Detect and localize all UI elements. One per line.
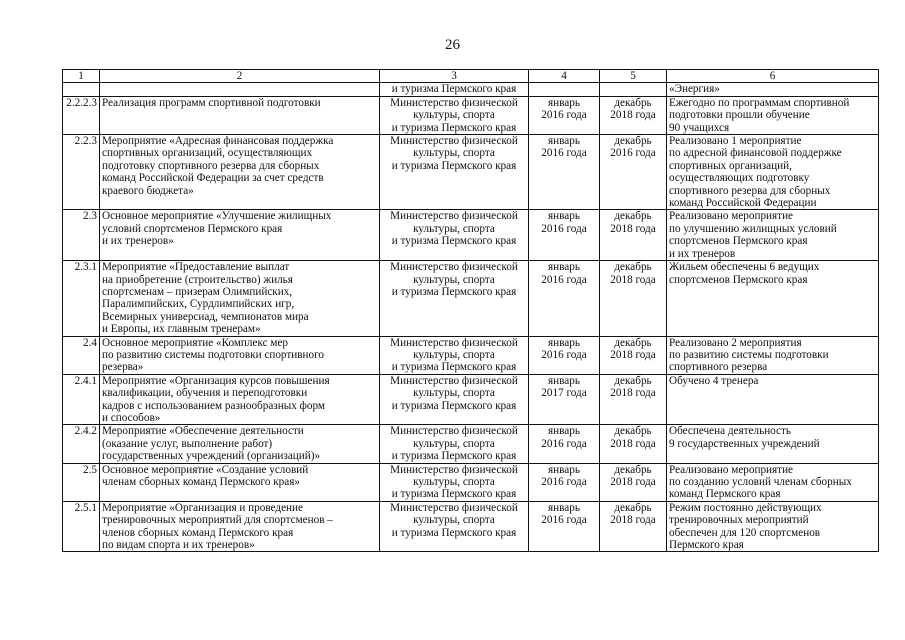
result-line: Режим постоянно действующих: [669, 501, 822, 514]
table-row: [63, 135, 879, 210]
start-date-line: январь: [548, 501, 580, 514]
result-line: Жильем обеспечены 6 ведущих: [669, 261, 820, 274]
end-date-line: декабрь: [614, 210, 652, 223]
row-number-cell: 2.4.2: [63, 425, 100, 463]
measure-name-line: по видам спорта и их тренеров»: [102, 539, 255, 552]
start-date-line: 2016 года: [541, 273, 587, 286]
row-number-cell: 2.2.2.3: [63, 96, 100, 134]
executor-line: и туризма Пермского края: [391, 399, 517, 412]
measure-name-cell: [100, 425, 380, 463]
measure-name-line: Основное мероприятие «Улучшение жилищных: [102, 210, 332, 223]
measure-name-line: условий спортсменов Пермского края: [102, 222, 283, 235]
executor-line: и туризма Пермского края: [391, 488, 517, 501]
end-date-cell: [600, 425, 667, 463]
end-date-line: 2016 года: [610, 147, 656, 160]
executor-line: культуры, спорта: [413, 387, 495, 400]
end-date-line: декабрь: [614, 261, 652, 274]
end-date-line: декабрь: [614, 501, 652, 514]
table-body: [63, 70, 879, 552]
measure-name-line: государственных учреждений (организаций)»: [102, 450, 321, 463]
start-date-line: 2016 года: [541, 348, 587, 361]
executor-line: и туризма Пермского края: [391, 235, 517, 248]
start-date-line: январь: [548, 463, 580, 476]
table-row: [63, 501, 879, 552]
measure-name-line: команд Российской Федерации за счет средств: [102, 172, 324, 185]
result-line: Ежегодно по программам спортивной: [669, 96, 850, 109]
executor-cell: [380, 374, 529, 425]
measure-name-line: (оказание услуг, выполнение работ): [102, 437, 273, 450]
measure-name-line: по развитию системы подготовки спортивного: [102, 348, 325, 361]
header-col-3: 3: [380, 70, 529, 83]
start-date-cell: [529, 374, 600, 425]
executor-line: и туризма Пермского края: [391, 159, 517, 172]
end-date-cell: [600, 83, 667, 96]
measure-name-cell: [100, 83, 380, 96]
start-date-cell: [529, 96, 600, 134]
executor-line: культуры, спорта: [413, 273, 495, 286]
start-date-line: 2016 года: [541, 222, 587, 235]
executor-line: Министерство физической: [390, 425, 518, 438]
table-row: [63, 374, 879, 425]
start-date-cell: [529, 425, 600, 463]
result-line: 9 государственных учреждений: [669, 437, 820, 450]
row-number-cell: 2.2.3: [63, 135, 100, 210]
result-line: спортсменов Пермского края: [669, 235, 808, 248]
executor-line: Министерство физической: [390, 374, 518, 387]
result-line: по развитию системы подготовки: [669, 348, 829, 361]
result-line: Реализовано 2 мероприятия: [669, 336, 802, 349]
table-row: [63, 463, 879, 501]
result-line: Реализовано 1 мероприятие: [669, 135, 802, 148]
table-row: [63, 336, 879, 374]
result-cell: [667, 501, 879, 552]
result-cell: [667, 135, 879, 210]
result-cell: [667, 374, 879, 425]
end-date-line: 2018 года: [610, 222, 656, 235]
end-date-line: 2018 года: [610, 387, 656, 400]
end-date-cell: [600, 96, 667, 134]
start-date-line: 2017 года: [541, 387, 587, 400]
executor-cell: [380, 261, 529, 336]
executor-line: Министерство физической: [390, 210, 518, 223]
table-row: [63, 210, 879, 261]
measure-name-line: на приобретение (строительство) жилья: [102, 273, 293, 286]
result-line: Обеспечена деятельность: [669, 425, 792, 438]
measure-name-cell: [100, 501, 380, 552]
row-number-cell: [63, 83, 100, 96]
row-number-cell: 2.4.1: [63, 374, 100, 425]
table-row: [63, 83, 879, 96]
measure-name-line: Паралимпийских, Сурдлимпийских игр,: [102, 298, 295, 311]
end-date-cell: [600, 261, 667, 336]
end-date-line: декабрь: [614, 425, 652, 438]
measure-name-line: Реализация программ спортивной подготовки: [102, 96, 321, 109]
result-line: команд Пермского края: [669, 488, 781, 501]
measure-name-line: краевого бюджета»: [102, 184, 194, 197]
executor-line: культуры, спорта: [413, 109, 495, 122]
executor-cell: [380, 425, 529, 463]
measure-name-cell: [100, 463, 380, 501]
executor-line: Министерство физической: [390, 96, 518, 109]
end-date-line: 2018 года: [610, 273, 656, 286]
measure-name-line: членам сборных команд Пермского края»: [102, 476, 300, 488]
start-date-line: 2016 года: [541, 147, 587, 160]
row-number-cell: 2.5: [63, 463, 100, 501]
table-row: [63, 261, 879, 336]
row-number-cell: 2.3.1: [63, 261, 100, 336]
result-cell: [667, 336, 879, 374]
start-date-line: январь: [548, 96, 580, 109]
start-date-line: январь: [548, 210, 580, 223]
start-date-cell: [529, 336, 600, 374]
start-date-line: 2016 года: [541, 514, 587, 527]
measure-name-line: подготовку спортивного резерва для сборных: [102, 159, 320, 172]
row-number-cell: 2.5.1: [63, 501, 100, 552]
table-header-row: [63, 70, 879, 83]
result-line: 90 учащихся: [669, 121, 730, 134]
executor-cell: [380, 135, 529, 210]
executor-line: культуры, спорта: [413, 147, 495, 160]
measure-name-line: и Европы, их главным тренерам»: [102, 323, 261, 336]
measures-table: [62, 69, 879, 552]
measure-name-line: тренировочных мероприятий для спортсменов –: [102, 514, 333, 527]
measure-name-cell: [100, 135, 380, 210]
end-date-cell: [600, 336, 667, 374]
start-date-line: январь: [548, 374, 580, 387]
measure-name-cell: [100, 374, 380, 425]
measure-name-line: Основное мероприятие «Комплекс мер: [102, 336, 289, 349]
end-date-line: 2018 года: [610, 348, 656, 361]
start-date-line: январь: [548, 261, 580, 274]
measure-name-line: Мероприятие «Организация курсов повышения: [102, 374, 330, 387]
executor-line: культуры, спорта: [413, 222, 495, 235]
result-cell: [667, 463, 879, 501]
end-date-line: декабрь: [614, 96, 652, 109]
end-date-line: 2018 года: [610, 437, 656, 450]
executor-cell: [380, 501, 529, 552]
result-cell: [667, 96, 879, 134]
start-date-cell: [529, 135, 600, 210]
executor-line: и туризма Пермского края: [391, 285, 517, 298]
start-date-line: 2016 года: [541, 476, 587, 488]
executor-cell: [380, 210, 529, 261]
measure-name-cell: [100, 210, 380, 261]
start-date-cell: [529, 210, 600, 261]
result-line: подготовки прошли обучение: [669, 109, 810, 122]
executor-line: культуры, спорта: [413, 514, 495, 527]
executor-line: культуры, спорта: [413, 348, 495, 361]
result-line: «Энергия»: [669, 83, 720, 96]
end-date-line: декабрь: [614, 374, 652, 387]
table-row: [63, 425, 879, 463]
result-cell: [667, 261, 879, 336]
end-date-line: декабрь: [614, 135, 652, 148]
start-date-line: 2016 года: [541, 437, 587, 450]
start-date-cell: [529, 501, 600, 552]
measure-name-cell: [100, 261, 380, 336]
executor-line: и туризма Пермского края: [391, 526, 517, 539]
end-date-line: 2018 года: [610, 514, 656, 527]
executor-line: и туризма Пермского края: [391, 361, 517, 374]
result-line: Пермского края: [669, 539, 744, 552]
result-cell: [667, 425, 879, 463]
start-date-line: январь: [548, 135, 580, 148]
start-date-line: январь: [548, 425, 580, 438]
measure-name-cell: [100, 336, 380, 374]
result-line: тренировочных мероприятий: [669, 514, 809, 527]
end-date-cell: [600, 374, 667, 425]
result-line: Реализовано мероприятие: [669, 210, 794, 223]
end-date-line: декабрь: [614, 463, 652, 476]
row-number-cell: 2.3: [63, 210, 100, 261]
measure-name-line: Всемирных универсиад, чемпионатов мира: [102, 310, 309, 323]
measure-name-line: Мероприятие «Организация и проведение: [102, 501, 303, 514]
executor-line: Министерство физической: [390, 501, 518, 514]
measure-name-line: Мероприятие «Обеспечение деятельности: [102, 425, 304, 438]
result-line: Реализовано мероприятие: [669, 463, 794, 476]
result-line: по адресной финансовой поддержке: [669, 147, 842, 160]
result-line: обеспечен для 120 спортсменов: [669, 526, 821, 539]
start-date-line: январь: [548, 336, 580, 349]
measure-name-line: спортивных организаций, осуществляющих: [102, 147, 313, 160]
start-date-cell: [529, 261, 600, 336]
executor-cell: [380, 96, 529, 134]
result-line: спортивных организаций,: [669, 159, 792, 172]
executor-line: и туризма Пермского края: [391, 83, 517, 96]
header-col-4: 4: [529, 70, 600, 83]
result-line: спортивного резерва: [669, 361, 768, 374]
end-date-line: 2018 года: [610, 476, 656, 488]
end-date-cell: [600, 210, 667, 261]
end-date-line: декабрь: [614, 336, 652, 349]
measure-name-cell: [100, 96, 380, 134]
result-line: спортивного резерва для сборных: [669, 184, 831, 197]
executor-line: и туризма Пермского края: [391, 450, 517, 463]
measure-name-line: Основное мероприятие «Создание условий: [102, 463, 309, 476]
result-line: Обучено 4 тренера: [669, 374, 759, 387]
measure-name-line: Мероприятие «Предоставление выплат: [102, 261, 290, 274]
result-cell: [667, 83, 879, 96]
executor-line: культуры, спорта: [413, 437, 495, 450]
executor-line: культуры, спорта: [413, 476, 495, 488]
end-date-cell: [600, 463, 667, 501]
header-col-5: 5: [600, 70, 667, 83]
page-number: 26: [445, 37, 460, 53]
row-number-cell: 2.4: [63, 336, 100, 374]
measure-name-line: и способов»: [102, 411, 161, 424]
executor-line: Министерство физической: [390, 336, 518, 349]
measure-name-line: спортсменам – призерам Олимпийских,: [102, 285, 293, 298]
start-date-cell: [529, 463, 600, 501]
result-line: осуществляющих подготовку: [669, 172, 810, 185]
executor-cell: [380, 463, 529, 501]
end-date-line: 2018 года: [610, 109, 656, 122]
header-col-2: 2: [100, 70, 380, 83]
measure-name-line: кадров с использованием разнообразных форм: [102, 399, 325, 412]
executor-line: Министерство физической: [390, 135, 518, 148]
measure-name-line: квалификации, обучения и переподготовки: [102, 387, 308, 400]
measure-name-line: Мероприятие «Адресная финансовая поддержка: [102, 135, 334, 148]
header-col-6: 6: [667, 70, 879, 83]
executor-line: и туризма Пермского края: [391, 121, 517, 134]
measure-name-line: и их тренеров»: [102, 235, 174, 248]
end-date-cell: [600, 135, 667, 210]
result-line: команд Российской Федерации: [669, 197, 817, 210]
measure-name-line: членов сборных команд Пермского края: [102, 526, 294, 539]
header-col-1: 1: [63, 70, 100, 83]
start-date-line: 2016 года: [541, 109, 587, 122]
table-row: [63, 96, 879, 134]
result-line: и их тренеров: [669, 247, 736, 260]
result-line: спортсменов Пермского края: [669, 273, 808, 286]
end-date-cell: [600, 501, 667, 552]
executor-line: Министерство физической: [390, 261, 518, 274]
executor-line: Министерство физической: [390, 463, 518, 476]
executor-cell: [380, 336, 529, 374]
result-line: по созданию условий членам сборных: [669, 476, 852, 488]
executor-cell: [380, 83, 529, 96]
measure-name-line: резерва»: [102, 361, 144, 374]
result-line: по улучшению жилищных условий: [669, 222, 837, 235]
result-cell: [667, 210, 879, 261]
start-date-cell: [529, 83, 600, 96]
